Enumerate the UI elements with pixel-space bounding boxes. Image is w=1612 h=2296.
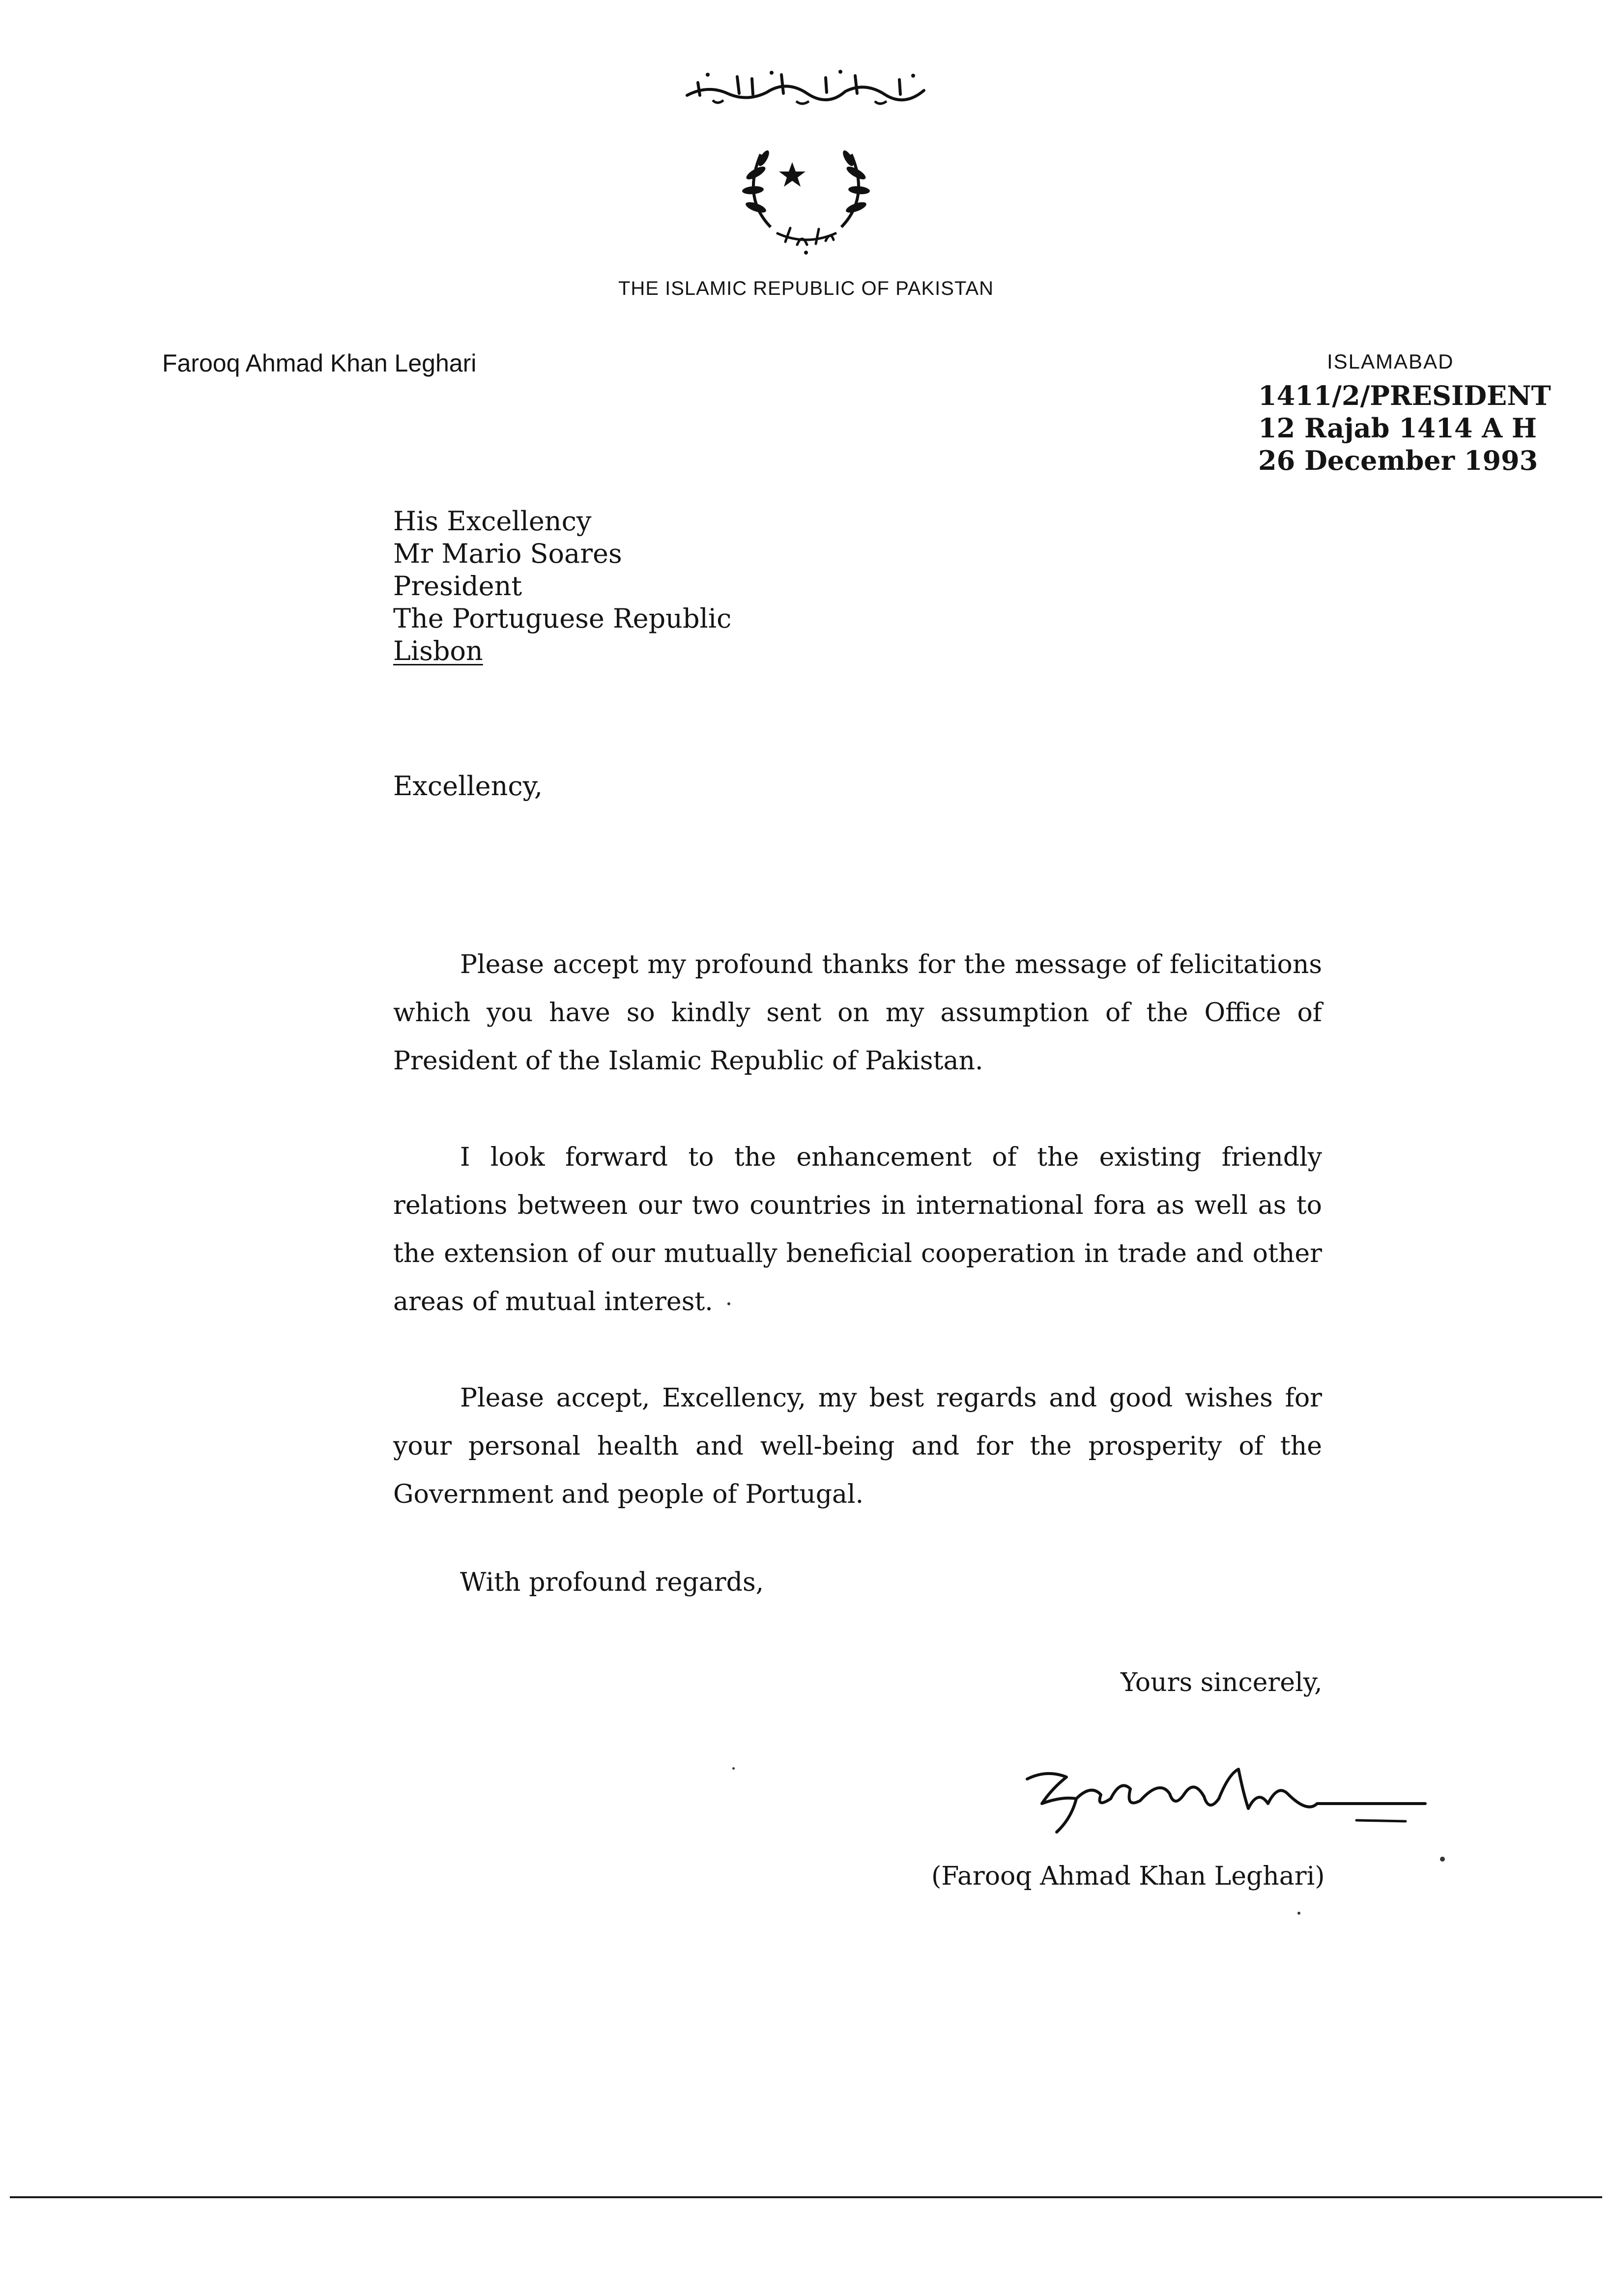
body-paragraph-1: Please accept my profound thanks for the message of felicitations which you have so kindly sent on my assumption of the Office of President of the Islamic Republic of Pakistan. xyxy=(393,950,1322,1076)
republic-heading: THE ISLAMIC REPUBLIC OF PAKISTAN xyxy=(618,278,994,299)
closing-line: With profound regards, xyxy=(460,1568,764,1597)
state-emblem-icon xyxy=(732,124,880,257)
ink-dot xyxy=(1440,1857,1445,1862)
ink-dot xyxy=(727,1302,730,1305)
recipient-line-office: President xyxy=(393,571,522,602)
body-paragraph-3: Please accept, Excellency, my best regards and good wishes for your personal health and well-being and for the prosperity of the Government and people of Portugal. xyxy=(393,1383,1322,1509)
body-paragraph-2: I look forward to the enhancement of the existing friendly relations between our two countries in international fora as well as to the extension of our mutually beneficial cooperation in trade and other areas of mutual interest. xyxy=(393,1143,1322,1317)
recipient-line-name: Mr Mario Soares xyxy=(393,538,622,569)
bottom-rule xyxy=(10,2196,1602,2198)
bismillah-calligraphy xyxy=(678,65,934,109)
handwritten-signature xyxy=(1012,1750,1435,1838)
recipient-line-city: Lisbon xyxy=(393,635,483,666)
recipient-address xyxy=(393,505,731,667)
ink-dot xyxy=(732,1767,735,1770)
recipient-line-country: The Portuguese Republic xyxy=(393,603,732,634)
ink-dot xyxy=(1297,1912,1300,1915)
hijri-date: 12 Rajab 1414 A H xyxy=(1258,412,1537,444)
sign-off: Yours sincerely, xyxy=(1121,1668,1323,1697)
reference-number: 1411/2/PRESIDENT xyxy=(1258,380,1551,411)
sender-name: Farooq Ahmad Khan Leghari xyxy=(162,349,477,377)
recipient-line-title: His Excellency xyxy=(393,506,592,537)
signatory-name: (Farooq Ahmad Khan Leghari) xyxy=(931,1862,1325,1891)
reference-block xyxy=(1258,379,1551,477)
city-label: ISLAMABAD xyxy=(1327,350,1454,373)
salutation: Excellency, xyxy=(393,771,543,802)
letter-date: 26 December 1993 xyxy=(1258,445,1538,476)
